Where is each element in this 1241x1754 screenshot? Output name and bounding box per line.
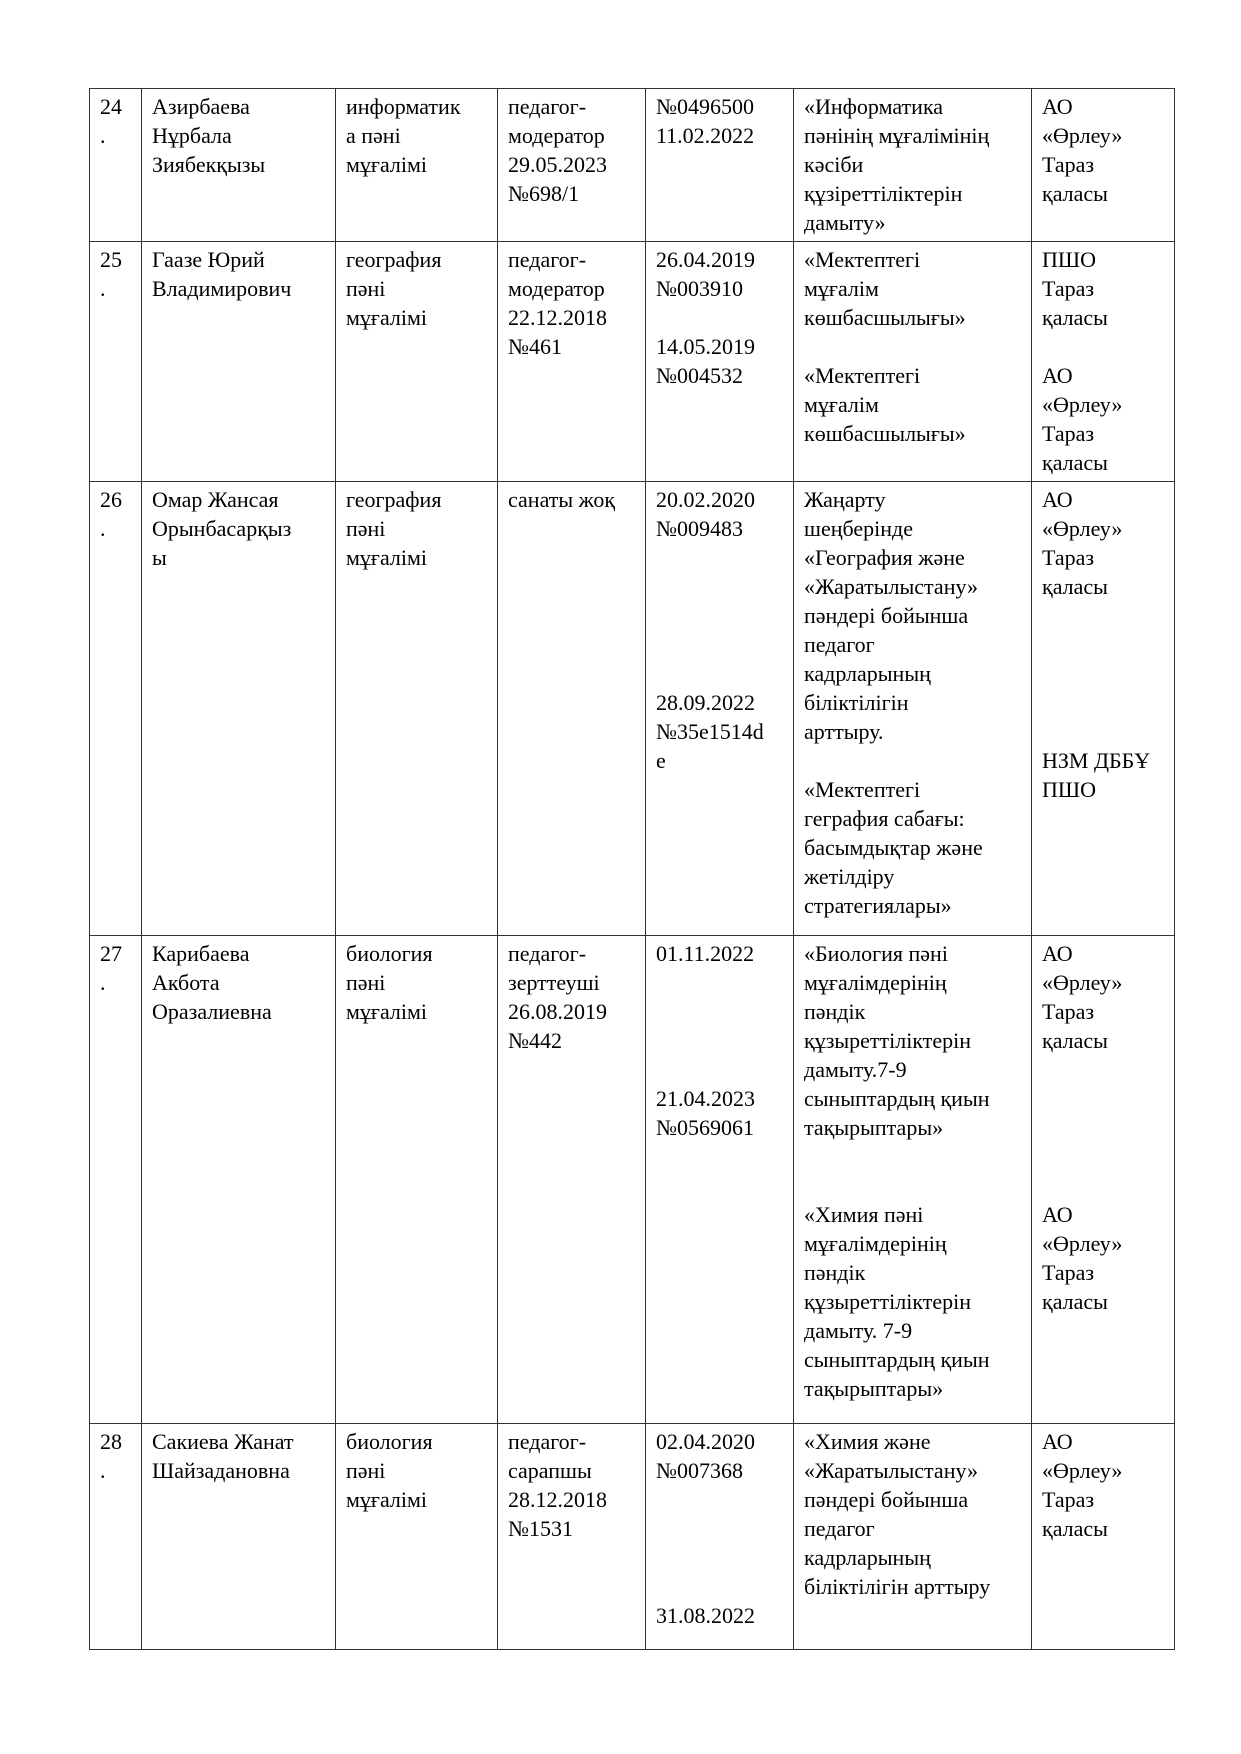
teacher-name-cell: Карибаева Акбота Оразалиевна (142, 936, 336, 1424)
subject-cell: информатик а пәні мұғалімі (336, 89, 498, 242)
course-cell: «Информатика пәнінің мұғалімінің кәсіби құзіреттіліктерін дамыту» (794, 89, 1032, 242)
row-number-cell: 25 . (90, 242, 142, 482)
course-cell: «Мектептегі мұғалім көшбасшылығы» «Мектептегі мұғалім көшбасшылығы» (794, 242, 1032, 482)
teacher-name-cell: Омар Жансая Орынбасарқыз ы (142, 482, 336, 936)
subject-cell: география пәні мұғалімі (336, 482, 498, 936)
certificate-cell: 26.04.2019 №003910 14.05.2019 №004532 (646, 242, 794, 482)
category-cell: педагог- модератор 29.05.2023 №698/1 (498, 89, 646, 242)
course-cell: Жаңарту шеңберінде «География және «Жаратылыстану» пәндері бойынша педагог кадрларының біліктілігін арттыру. «Мектептегі геграфия сабағы: басымдықтар және жетілдіру стратегиялары» (794, 482, 1032, 936)
teacher-name-cell: Сакиева Жанат Шайзадановна (142, 1424, 336, 1650)
row-number-cell: 26 . (90, 482, 142, 936)
organizer-cell: АО «Өрлеу» Тараз қаласы АО «Өрлеу» Тараз қаласы (1032, 936, 1175, 1424)
subject-cell: география пәні мұғалімі (336, 242, 498, 482)
subject-cell: биология пәні мұғалімі (336, 936, 498, 1424)
subject-cell: биология пәні мұғалімі (336, 1424, 498, 1650)
course-cell: «Химия және «Жаратылыстану» пәндері бойынша педагог кадрларының біліктілігін арттыру (794, 1424, 1032, 1650)
course-cell: «Биология пәні мұғалімдерінің пәндік құзыреттіліктерін дамыту.7-9 сыныптардың қиын тақырыптары» «Химия пәні мұғалімдерінің пәндік құзыреттіліктерін дамыту. 7-9 сыныптардың қиын тақырыптары» (794, 936, 1032, 1424)
category-cell: педагог- модератор 22.12.2018 №461 (498, 242, 646, 482)
organizer-cell: АО «Өрлеу» Тараз қаласы (1032, 1424, 1175, 1650)
teacher-name-cell: Гаазе Юрий Владимирович (142, 242, 336, 482)
table-row (90, 89, 1175, 242)
table-row (90, 482, 1175, 936)
row-number-cell: 24 . (90, 89, 142, 242)
teacher-name-cell: Азирбаева Нұрбала Зиябекқызы (142, 89, 336, 242)
category-cell: педагог- сарапшы 28.12.2018 №1531 (498, 1424, 646, 1650)
organizer-cell: АО «Өрлеу» Тараз қаласы НЗМ ДББҰ ПШО (1032, 482, 1175, 936)
table-row (90, 242, 1175, 482)
table-row (90, 1424, 1175, 1650)
certificate-cell: 20.02.2020 №009483 28.09.2022 №35e1514d e (646, 482, 794, 936)
teachers-table (89, 88, 1175, 1650)
certificate-cell: №0496500 11.02.2022 (646, 89, 794, 242)
organizer-cell: ПШО Тараз қаласы АО «Өрлеу» Тараз қаласы (1032, 242, 1175, 482)
certificate-cell: 02.04.2020 №007368 31.08.2022 (646, 1424, 794, 1650)
certificate-cell: 01.11.2022 21.04.2023 №0569061 (646, 936, 794, 1424)
row-number-cell: 27 . (90, 936, 142, 1424)
row-number-cell: 28 . (90, 1424, 142, 1650)
category-cell: санаты жоқ (498, 482, 646, 936)
organizer-cell: АО «Өрлеу» Тараз қаласы (1032, 89, 1175, 242)
table-row (90, 936, 1175, 1424)
category-cell: педагог- зерттеуші 26.08.2019 №442 (498, 936, 646, 1424)
